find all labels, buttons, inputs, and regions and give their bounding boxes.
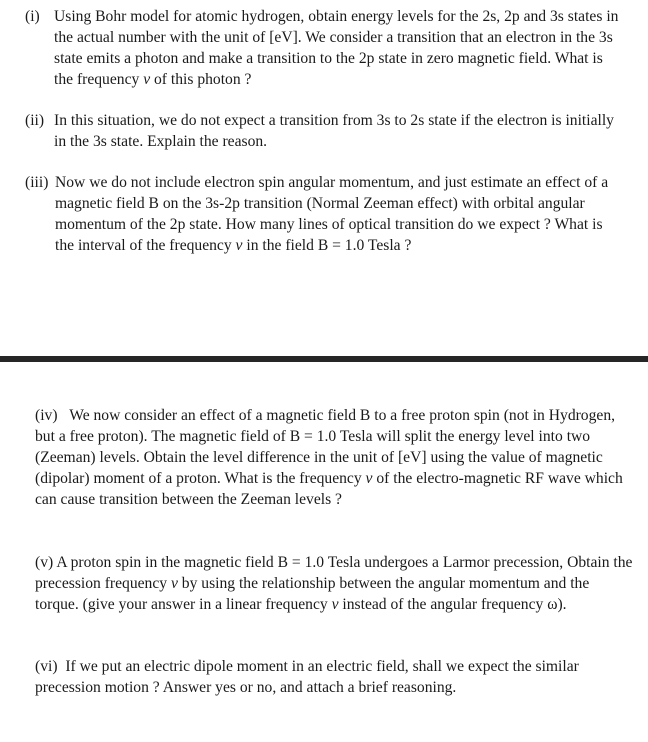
question-v-text-mid: by using the relationship between the angular momentum and the torque. (give your answer in a linear frequency xyxy=(35,575,590,613)
frequency-symbol: v xyxy=(143,71,151,88)
question-iv xyxy=(35,405,635,510)
question-v-label: (v) xyxy=(35,554,54,571)
frequency-symbol: v xyxy=(365,470,373,487)
question-iii xyxy=(25,172,625,256)
question-ii-label: (ii) xyxy=(25,112,45,129)
question-ii xyxy=(25,110,625,152)
question-iii-text: Now we do not include electron spin angular momentum, and just estimate an effect of a magnetic field B on the 3s-2p transition (Normal Zeeman effect) with orbital angular momentum of the 2p state. How many lines of optical transition do we expect ? What is the interval of the frequency xyxy=(55,174,609,254)
question-iii-text-end: in the field B = 1.0 Tesla ? xyxy=(242,237,412,254)
frequency-symbol: v xyxy=(331,596,339,613)
question-vi-text: If we put an electric dipole moment in an electric field, shall we expect the similar precession motion ? Answer yes or no, and attach a brief reasoning. xyxy=(35,658,579,696)
section-divider xyxy=(0,356,648,362)
question-iv-label: (iv) xyxy=(35,407,58,424)
question-v xyxy=(35,552,635,615)
question-v-text-end: instead of the angular frequency ω). xyxy=(338,596,567,613)
question-ii-text: In this situation, we do not expect a transition from 3s to 2s state if the electron is initially in the 3s state. Explain the reason. xyxy=(54,112,614,150)
question-i-text: Using Bohr model for atomic hydrogen, obtain energy levels for the 2s, 2p and 3s states in the actual number with the unit of [eV]. We consider a transition that an electron in the 3s state emits a photon and make a transition to the 2p state in zero magnetic field. What is the frequency xyxy=(54,8,619,88)
question-iii-label: (iii) xyxy=(25,174,49,191)
frequency-symbol: v xyxy=(170,575,178,592)
question-i-label: (i) xyxy=(25,8,40,25)
frequency-symbol: v xyxy=(235,237,243,254)
question-iv-text: We now consider an effect of a magnetic field B to a free proton spin (not in Hydrogen, but a free proton). The magnetic field of B = 1.0 Tesla will split the energy level into two (Zeeman) levels. Obtain the level difference in the unit of [eV] using the value of magnetic (dipolar) moment of a proton. What is the frequency xyxy=(35,407,616,487)
question-vi xyxy=(35,656,635,698)
question-iv-text-end: of the electro-magnetic RF wave which can cause transition between the Zeeman levels ? xyxy=(35,470,623,508)
question-vi-label: (vi) xyxy=(35,658,58,675)
question-i-text-end: of this photon ? xyxy=(150,71,252,88)
question-v-text: A proton spin in the magnetic field B = 1.0 Tesla undergoes a Larmor precession, Obtain the precession frequency xyxy=(35,554,633,592)
question-i xyxy=(25,6,625,90)
